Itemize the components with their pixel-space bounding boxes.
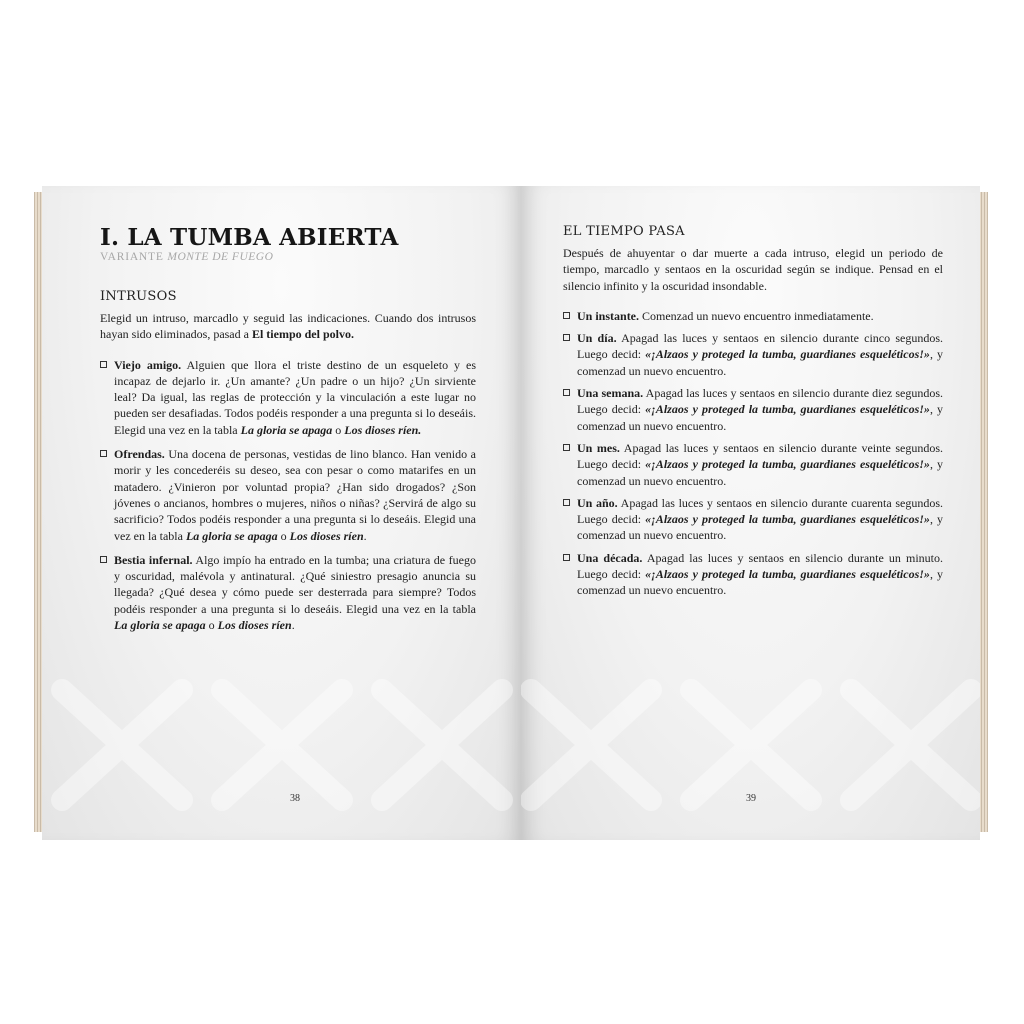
entry-tail: , y comenzad un nuevo encuentro. <box>577 567 944 598</box>
entry-title: Un año. <box>577 495 618 510</box>
entry-table-b: Los dioses ríen <box>289 528 364 543</box>
right-page <box>521 186 980 840</box>
entry-title: Viejo amigo. <box>114 357 182 372</box>
list-item <box>563 550 943 599</box>
section-heading-intrusos: INTRUSOS <box>100 289 177 304</box>
list-item <box>563 385 943 434</box>
chapter-title: I. LA TUMBA ABIERTA <box>100 224 399 251</box>
intro-bold-link: El tiempo del polvo. <box>251 327 354 342</box>
list-item <box>563 495 943 544</box>
list-item <box>563 308 943 324</box>
entry-title: Ofrendas. <box>114 447 165 462</box>
checkbox-icon[interactable] <box>100 556 107 563</box>
entry-quote: «¡Alzaos y proteged la tumba, guardianes esqueléticos!» <box>645 347 930 362</box>
page-number: 39 <box>746 793 756 804</box>
checkbox-icon[interactable] <box>563 554 570 561</box>
entry-tail: . <box>291 618 295 633</box>
list-item <box>563 440 943 489</box>
entry-quote: «¡Alzaos y proteged la tumba, guardianes esqueléticos!» <box>645 457 930 472</box>
entry-quote: «¡Alzaos y proteged la tumba, guardianes esqueléticos!» <box>645 567 930 582</box>
entry-text: Apagad las luces y sentaos en silencio durante cinco segundos. Luego decid: <box>577 331 943 362</box>
checkbox-icon[interactable] <box>563 444 570 451</box>
time-period-list <box>563 308 943 599</box>
entry-text: Apagad las luces y sentaos en silencio durante cuarenta segundos. Luego decid: <box>577 495 944 527</box>
entry-table-a: La gloria se apaga <box>114 618 206 633</box>
entry-text: Comenzad un nuevo encuentro inmediatamente. <box>639 308 874 323</box>
checkbox-icon[interactable] <box>563 389 570 396</box>
list-item <box>100 446 476 544</box>
variant-subtitle <box>100 251 476 263</box>
entry-title: Una década. <box>577 550 643 565</box>
entry-table-b: Los dioses ríen. <box>344 422 422 437</box>
entry-connector: o <box>277 528 290 543</box>
checkbox-icon[interactable] <box>563 312 570 319</box>
entry-tail: , y comenzad un nuevo encuentro. <box>577 512 944 543</box>
entry-table-a: La gloria se apaga <box>185 528 278 543</box>
entry-text: Apagad las luces y sentaos en silencio durante veinte segundos. Luego decid: <box>577 440 943 472</box>
entry-text: Apagad las luces y sentaos en silencio durante un minuto. Luego decid: <box>577 550 943 582</box>
left-page <box>42 186 521 840</box>
intruder-list <box>100 357 476 634</box>
intro-paragraph <box>100 310 476 343</box>
entry-title: Un día. <box>577 331 617 346</box>
page-number: 38 <box>290 793 300 804</box>
crossbones-watermark-icon <box>42 670 521 820</box>
checkbox-icon[interactable] <box>100 450 107 457</box>
intro-text: Elegid un intruso, marcadlo y seguid las indicaciones. Cuando dos intrusos hayan sido eliminados, pasad a <box>100 311 476 342</box>
entry-title: Una semana. <box>577 386 644 401</box>
entry-text: Una docena de personas, vestidas de lino blanco. Han venido a morir y les concederéis su deseo, sea con pesar o como matarifes en un matadero. ¿Vinieron por voluntad propia? ¿Han sido drogados? ¿Son jóvenes o ancianos, hombres o mujeres, niños o niñas? ¿Servirá de algo su sacrificio? Todos podéis responder a una pregunta si lo deseáis. Elegid una vez en la tabla <box>114 447 476 543</box>
checkbox-icon[interactable] <box>100 361 107 368</box>
entry-title: Bestia infernal. <box>114 552 193 567</box>
entry-text: Apagad las luces y sentaos en silencio durante diez segundos. Luego decid: <box>577 386 943 417</box>
section-heading-tiempo-pasa: EL TIEMPO PASA <box>563 224 685 239</box>
list-item <box>100 357 476 438</box>
entry-connector: o <box>332 422 345 437</box>
entry-table-b: Los dioses ríen <box>217 618 292 633</box>
checkbox-icon[interactable] <box>563 334 570 341</box>
variant-name: MONTE DE FUEGO <box>167 251 274 263</box>
entry-table-a: La gloria se apaga <box>240 422 333 437</box>
entry-text: Alguien que llora el triste destino de un esqueleto y es incapaz de dejarlo ir. ¿Un amante? ¿Un padre o un hijo? ¿Un sirviente leal? Da igual, las reglas de protección y la vinculación a este lugar no pueden ser desafiadas. Todos podéis responder a una pregunta si lo deseáis. Elegid una vez en la tabla <box>114 357 476 437</box>
intro-paragraph: Después de ahuyentar o dar muerte a cada intruso, elegid un periodo de tiempo, marcadlo y sentaos en la oscuridad según se indique. Pensad en el silencio infinito y la oscuridad insondable. <box>563 246 943 293</box>
entry-text: Algo impío ha entrado en la tumba; una criatura de fuego y oscuridad, malévola y antinatural. ¿Qué siniestro presagio anuncia su llegada? ¿Qué desea y cómo puede ser desterrada para siempre? Todos podéis responder a una pregunta si lo deseáis. Elegid una vez en la tabla <box>114 552 476 616</box>
variant-prefix: VARIANTE <box>100 251 164 263</box>
entry-quote: «¡Alzaos y proteged la tumba, guardianes esqueléticos!» <box>645 402 930 417</box>
checkbox-icon[interactable] <box>563 499 570 506</box>
entry-tail: , y comenzad un nuevo encuentro. <box>577 402 944 433</box>
entry-title: Un mes. <box>577 440 620 455</box>
entry-connector: o <box>205 618 218 633</box>
open-book <box>32 186 990 840</box>
entry-tail: , y comenzad un nuevo encuentro. <box>577 457 944 488</box>
entry-quote: «¡Alzaos y proteged la tumba, guardianes esqueléticos!» <box>645 512 930 527</box>
entry-tail: , y comenzad un nuevo encuentro. <box>577 347 944 378</box>
list-item <box>563 330 943 379</box>
entry-tail: . <box>363 528 367 543</box>
list-item <box>100 552 476 633</box>
entry-title: Un instante. <box>577 308 640 323</box>
